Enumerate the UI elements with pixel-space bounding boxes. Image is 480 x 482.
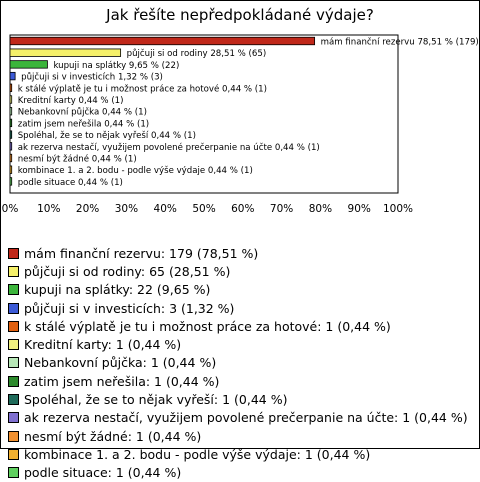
- legend-label: kupuji na splátky: 22 (9,65 %): [24, 282, 211, 298]
- legend-item: [8, 409, 478, 427]
- bar-group: [10, 107, 147, 118]
- legend-label: ak rezerva nestačí, využijem povolené prečerpanie na účte: 1 (0,44 %): [24, 410, 468, 426]
- bar-group: [10, 178, 123, 188]
- bar: [10, 84, 12, 92]
- bar-label: půjčuji si od rodiny 28,51 % (65): [126, 49, 267, 60]
- bar-group: [10, 96, 124, 106]
- legend-item: [8, 317, 478, 335]
- bar: [10, 131, 12, 139]
- x-tick-label: 20%: [75, 203, 100, 215]
- legend-label: podle situace: 1 (0,44 %): [24, 465, 182, 481]
- bar-group: [10, 130, 196, 141]
- bar-label: kupuji na splátky 9,65 % (22): [53, 60, 180, 71]
- bar-label: podle situace 0,44 % (1): [17, 177, 123, 188]
- x-tick-label: 100%: [382, 203, 414, 215]
- legend-item: [8, 299, 478, 317]
- bar: [10, 107, 12, 115]
- legend-item: [8, 244, 478, 262]
- legend-label: Kreditní karty: 1 (0,44 %): [24, 337, 182, 353]
- bar: [10, 61, 47, 69]
- bar-group: [10, 165, 253, 176]
- legend-item: [8, 354, 478, 372]
- legend-swatch: [8, 394, 19, 405]
- bar-label: mám finanční rezervu 78,51 % (179): [320, 37, 479, 48]
- bar: [10, 143, 12, 151]
- x-tick-label: 10%: [37, 203, 61, 215]
- bar: [10, 119, 12, 127]
- legend-swatch: [8, 321, 19, 332]
- legend-label: Spoléhal, že se to nějak vyřeší: 1 (0,44 %): [24, 392, 288, 408]
- legend-swatch: [8, 357, 19, 368]
- bar-label: k stálé výplatě je tu i možnost práce za hotové 0,44 % (1): [17, 84, 267, 95]
- x-tick-label: 50%: [192, 203, 216, 215]
- legend-item: [8, 372, 478, 390]
- bar-group: [10, 83, 267, 94]
- legend-swatch: [8, 376, 19, 387]
- x-tick-label: 0%: [1, 203, 19, 215]
- legend-swatch: [8, 449, 19, 460]
- x-tick-label: 30%: [114, 203, 139, 215]
- bar-label: půjčuji si v investicích 1,32 % (3): [21, 72, 163, 83]
- legend-swatch: [8, 266, 19, 277]
- legend-label: nesmí být žádné: 1 (0,44 %): [24, 428, 202, 444]
- legend-item: [8, 445, 478, 463]
- legend-item: [8, 464, 478, 482]
- bar-group: [10, 118, 149, 129]
- x-tick-label: 60%: [231, 203, 255, 215]
- x-tick-label: 80%: [308, 203, 333, 215]
- bar: [10, 49, 121, 57]
- bar-label: Spoléhal, že se to nějak vyřeší 0,44 % (1): [17, 131, 196, 142]
- bar-group: [10, 72, 163, 83]
- legend-item: [8, 335, 478, 353]
- bar-group: [10, 142, 320, 153]
- bar-label: zatim jsem neřešila 0,44 % (1): [17, 119, 150, 130]
- bar-label: Nebankovní půjčka 0,44 % (1): [17, 107, 147, 118]
- bar-label: nesmí být žádné 0,44 % (1): [17, 154, 137, 165]
- chart-title: Jak řešíte nepředpokládané výdaje?: [106, 6, 374, 24]
- legend-item: [8, 281, 478, 299]
- legend-item: [8, 262, 478, 280]
- legend-label: Nebankovní půjčka: 1 (0,44 %): [24, 355, 217, 371]
- bar: [10, 96, 12, 104]
- bar-label: kombinace 1. a 2. bodu - podle výše výdaje 0,44 % (1): [17, 166, 253, 177]
- legend-swatch: [8, 339, 19, 350]
- legend-swatch: [8, 431, 19, 442]
- x-tick-label: 40%: [153, 203, 177, 215]
- bar: [10, 166, 12, 174]
- legend-swatch: [8, 412, 19, 423]
- bar: [10, 37, 315, 45]
- legend-label: půjčuji si v investicích: 3 (1,32 %): [24, 300, 235, 316]
- bar: [10, 154, 12, 162]
- bar-group: [10, 154, 137, 165]
- bar: [10, 72, 15, 80]
- legend-label: zatim jsem neřešila: 1 (0,44 %): [24, 373, 220, 389]
- bar: [10, 178, 12, 186]
- legend-item: [8, 390, 478, 408]
- bar-label: ak rezerva nestačí, využijem povolené prečerpanie na účte 0,44 % (1): [17, 142, 320, 153]
- bar-plot: [0, 0, 480, 240]
- bar-label: Kreditní karty 0,44 % (1): [17, 96, 124, 106]
- legend: [8, 244, 478, 482]
- x-tick-label: 90%: [347, 203, 371, 215]
- legend-swatch: [8, 248, 19, 259]
- legend-label: půjčuji si od rodiny: 65 (28,51 %): [24, 263, 231, 279]
- legend-swatch: [8, 303, 19, 314]
- legend-swatch: [8, 467, 19, 478]
- legend-swatch: [8, 284, 19, 295]
- legend-label: k stálé výplatě je tu i možnost práce za hotové: 1 (0,44 %): [24, 318, 391, 334]
- legend-label: mám finanční rezervu: 179 (78,51 %): [24, 245, 259, 261]
- legend-label: kombinace 1. a 2. bodu - podle výše výdaje: 1 (0,44 %): [24, 446, 371, 462]
- x-tick-label: 70%: [269, 203, 294, 215]
- legend-item: [8, 427, 478, 445]
